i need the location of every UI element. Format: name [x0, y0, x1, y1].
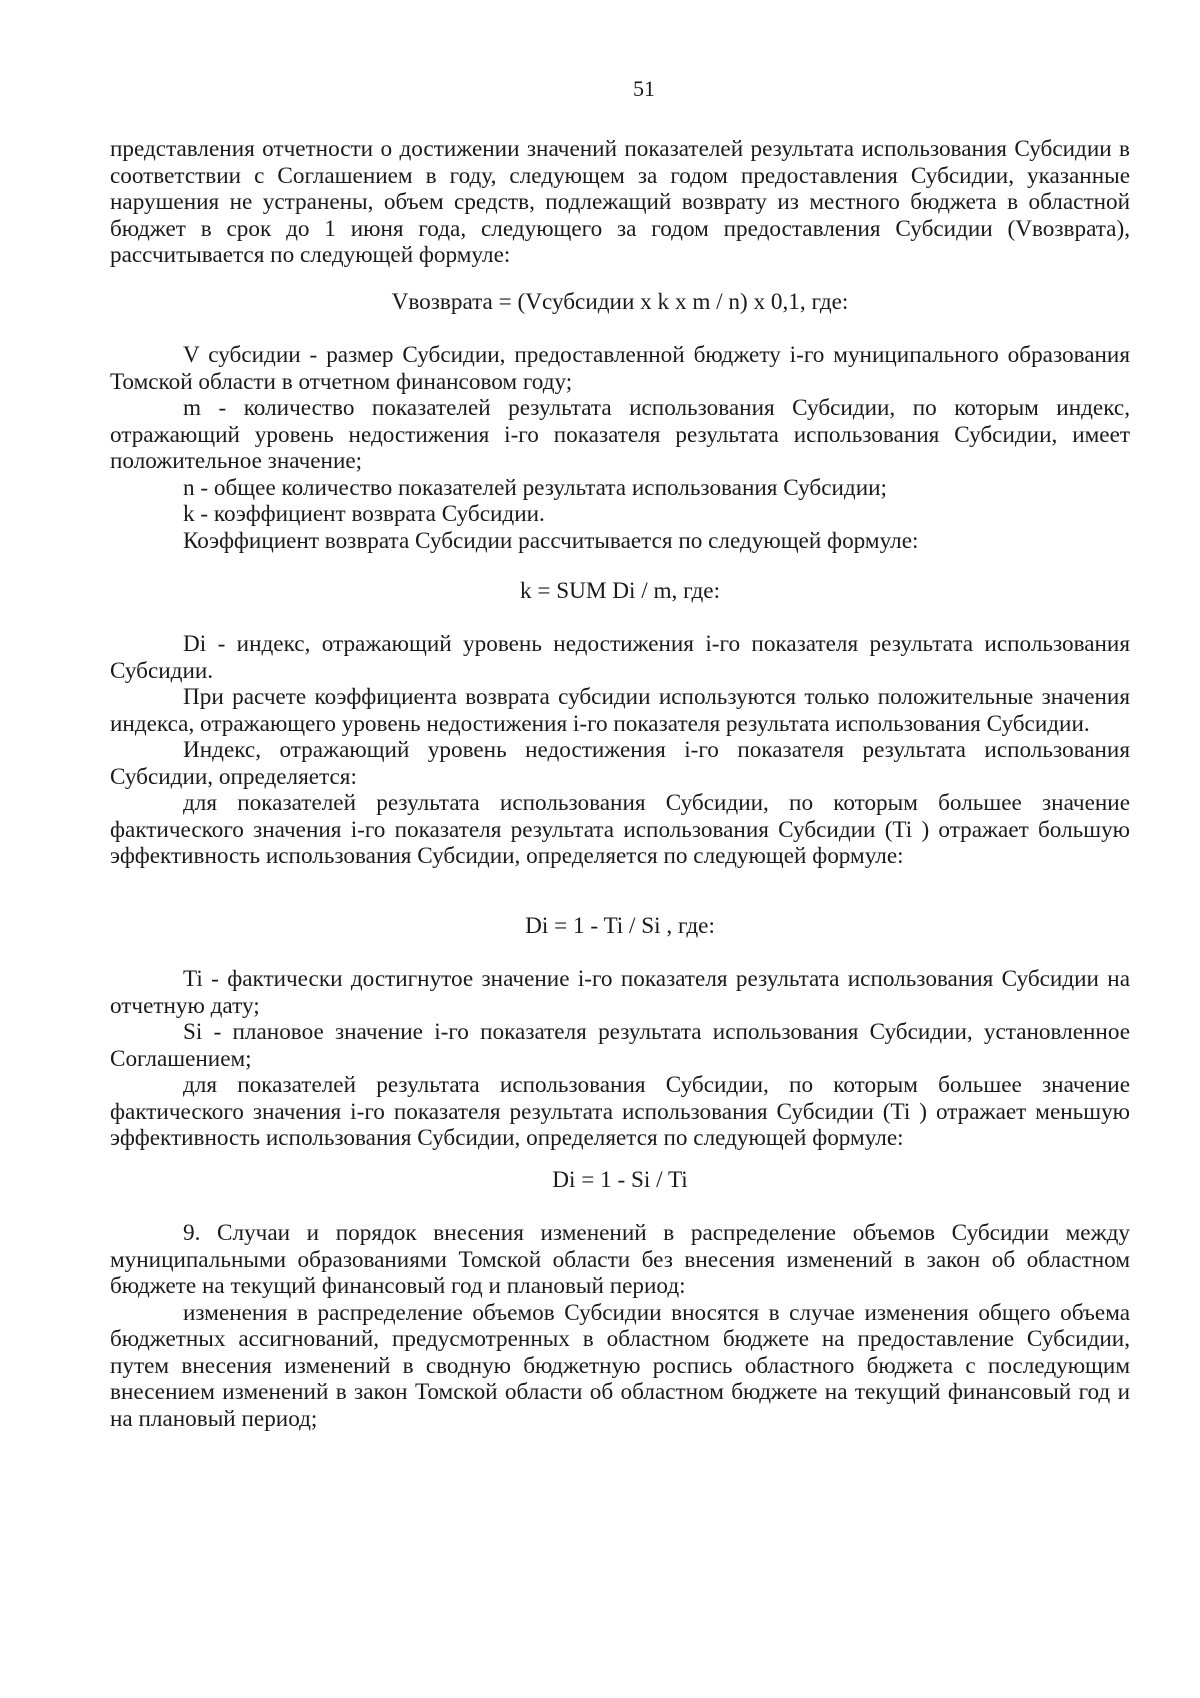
definitions-block-3: [110, 966, 1130, 1152]
paragraph-intro: [110, 136, 1130, 269]
formula-di-lesser: Di = 1 - Si / Ti: [552, 1167, 688, 1193]
k-formula-intro: Коэффициент возврата Субсидии рассчитывается по следующей формуле:: [183, 527, 919, 554]
section-9: [110, 1220, 1130, 1432]
definition-si: Si - плановое значение i-го показателя результата использования Субсидии, установленное Соглашением;: [110, 1019, 1130, 1072]
item-9-heading: 9. Случаи и порядок внесения изменений в распределение объемов Субсидии между муниципальными образованиями Томской области без внесения изменений в закон об областном бюджете на текущий финансовый год и плановый период:: [110, 1220, 1130, 1299]
definition-ti: Ti - фактически достигнутое значение i-го показателя результата использования Субсидии на отчетную дату;: [110, 966, 1130, 1019]
page-number: 51: [633, 76, 655, 101]
definition-di: Di - индекс, отражающий уровень недостижения i-го показателя результата использования Субсидии.: [110, 631, 1130, 684]
positive-values-note: При расчете коэффициента возврата субсидии используются только положительные значения индекса, отражающего уровень недостижения i-го показателя результата использования Субсидии.: [110, 684, 1130, 737]
case-greater-efficiency: для показателей результата использования Субсидии, по которым большее значение фактического значения i-го показателя результата использования Субсидии (Ti ) отражает большую эффективность использования Субсидии, определяется по следующей формуле:: [110, 790, 1130, 869]
definition-m: m - количество показателей результата использования Субсидии, по которым индекс, отражающий уровень недостижения i-го показателя результата использования Субсидии, имеет положительное значение;: [110, 395, 1130, 474]
definition-v: V субсидии - размер Субсидии, предоставленной бюджету i-го муниципального образования Томской области в отчетном финансовом году;: [110, 342, 1130, 395]
item-9-changes: изменения в распределение объемов Субсидии вносятся в случае изменения общего объема бюджетных ассигнований, предусмотренных в областном бюджете на предоставление Субсидии, путем внесения изменений в сводную бюджетную роспись областного бюджета с последующим внесением изменений в закон Томской области об областном бюджете на текущий финансовый год и на плановый период;: [110, 1299, 1130, 1432]
definitions-block-1: [110, 342, 1130, 554]
paragraph-text: представления отчетности о достижении значений показателей результата использования Субсидии в соответствии с Соглашением в году, следующем за годом предоставления Субсидии, указанные нарушения не устранены, объем средств, подлежащий возврату из местного бюджета в областной бюджет в срок до 1 июня года, следующего за годом предоставления Субсидии (Vвозврата), рассчитывается по следующей формуле:: [110, 136, 1130, 268]
index-intro: Индекс, отражающий уровень недостижения i-го показателя результата использования Субсидии, определяется:: [110, 737, 1130, 790]
definition-k: k - коэффициент возврата Субсидии.: [183, 501, 545, 527]
formula-v-return: Vвозврата = (Vсубсидии x k x m / n) x 0,1, где:: [391, 289, 849, 315]
formula-di-greater: Di = 1 - Ti / Si , где:: [525, 913, 715, 939]
definitions-block-2: [110, 631, 1130, 870]
definition-n: n - общее количество показателей результата использования Субсидии;: [183, 474, 887, 501]
case-lesser-efficiency: для показателей результата использования Субсидии, по которым большее значение фактического значения i-го показателя результата использования Субсидии (Ti ) отражает меньшую эффективность использования Субсидии, определяется по следующей формуле:: [110, 1072, 1130, 1151]
formula-k: k = SUM Di / m, где:: [519, 578, 721, 604]
